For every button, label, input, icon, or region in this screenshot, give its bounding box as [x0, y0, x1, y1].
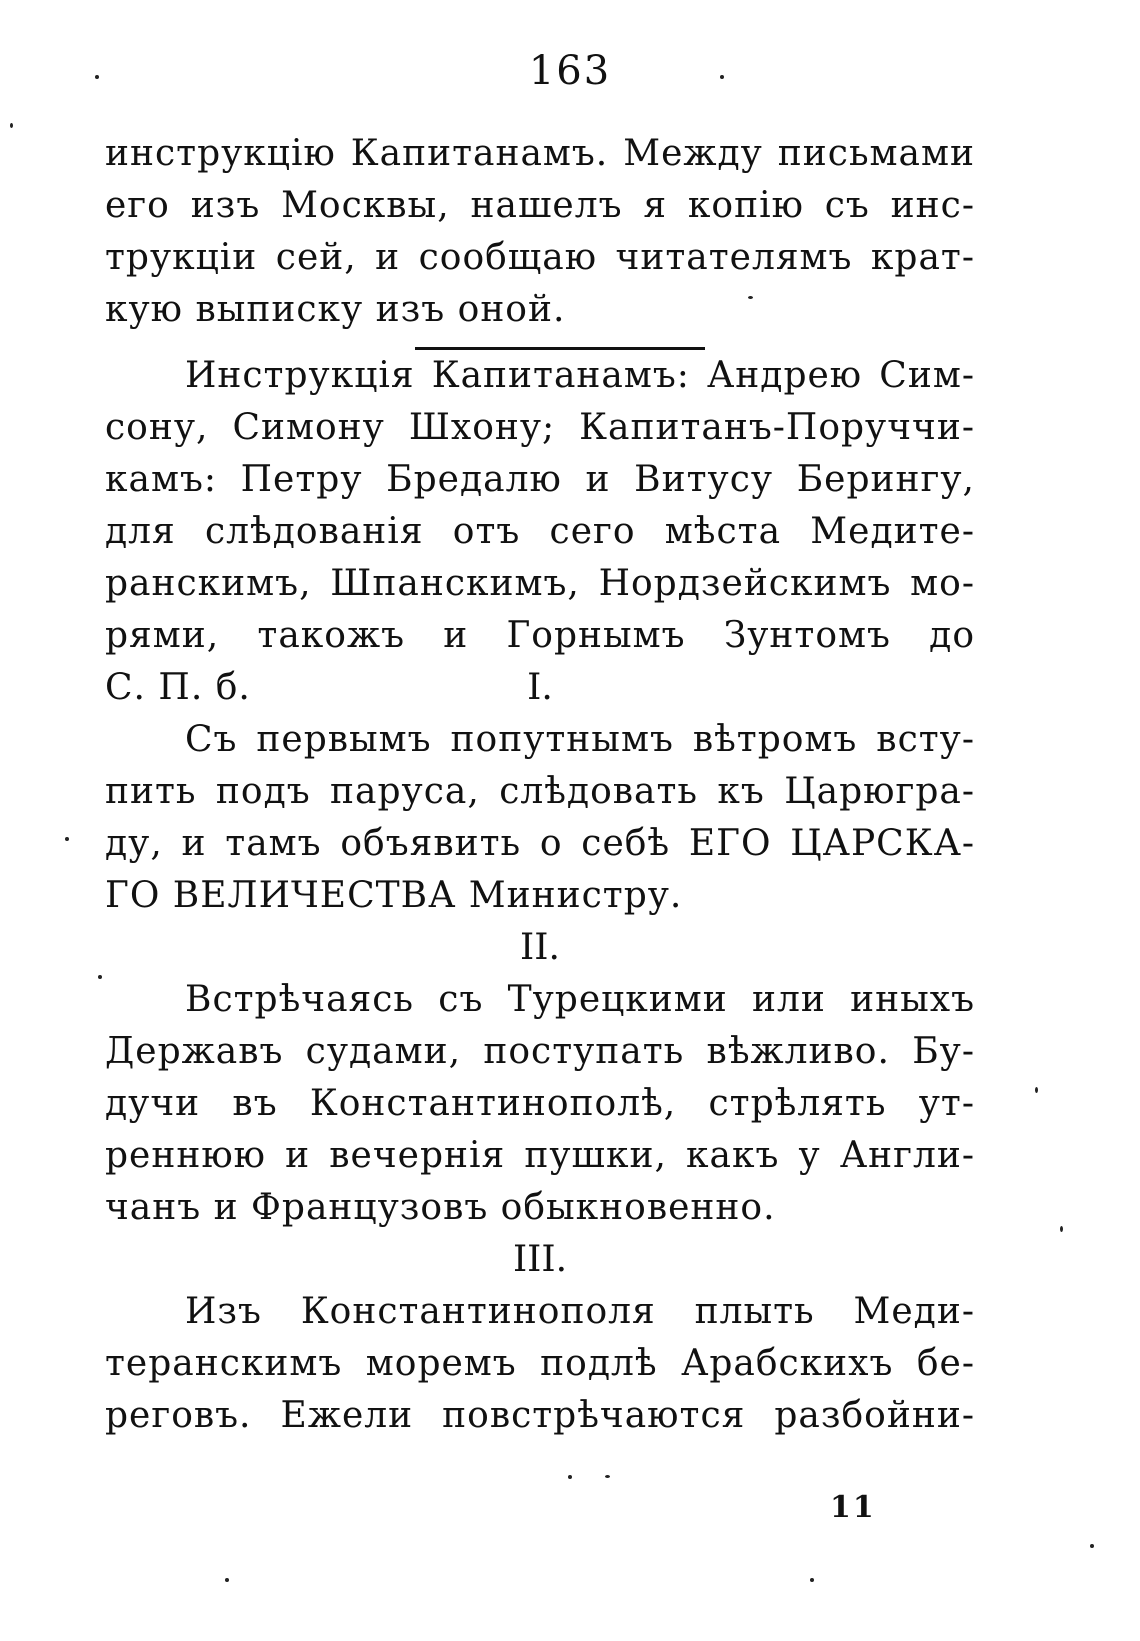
- section-line: теранскимъ моремъ подлѣ Арабскихъ бе-: [105, 1343, 975, 1384]
- section-line: ду, и тамъ объявить о себѣ ЕГО ЦАРСКА-: [105, 823, 975, 864]
- intro-line: кую выписку изъ оной.: [105, 289, 566, 330]
- title-line: ранскимъ, Шпанскимъ, Нордзейскимъ мо-: [105, 563, 975, 604]
- scan-speck: [810, 1578, 814, 1582]
- section-heading: III.: [512, 1239, 568, 1280]
- section-line: Державъ судами, поступать вѣжливо. Бу-: [105, 1031, 975, 1072]
- title-line: рями, такожъ и Горнымъ Зунтомъ до: [105, 615, 975, 656]
- scan-speck: [10, 123, 13, 128]
- section-line: Встрѣчаясь съ Турецкими или иныхъ: [185, 979, 975, 1020]
- scan-speck: [720, 75, 724, 79]
- intro-line: его изъ Москвы, нашелъ я копію съ инс-: [105, 185, 975, 226]
- section-line: Изъ Константинополя плыть Меди-: [185, 1291, 975, 1332]
- section-heading: I.: [527, 667, 553, 708]
- section-line: ГО ВЕЛИЧЕСТВА Министру.: [105, 875, 683, 916]
- scan-speck: [98, 975, 102, 979]
- section-line: Съ первымъ попутнымъ вѣтромъ всту-: [185, 719, 975, 760]
- title-line: С. П. б.: [105, 667, 251, 708]
- section-heading: II.: [520, 927, 560, 968]
- scan-speck: [95, 75, 99, 79]
- scan-speck: [568, 1475, 572, 1479]
- title-line: Инструкція Капитанамъ: Андрею Сим-: [185, 355, 975, 396]
- section-line: чанъ и Французовъ обыкновенно.: [105, 1187, 776, 1228]
- intro-line: инструкцію Капитанамъ. Между письмами: [105, 133, 975, 174]
- scan-speck: [605, 1475, 610, 1478]
- scan-speck: [748, 296, 753, 299]
- section-line: реговъ. Ежели повстрѣчаются разбойни-: [105, 1395, 975, 1436]
- section-1: [105, 662, 975, 922]
- title-line: камъ: Петру Бредалю и Витусу Берингу,: [105, 459, 975, 500]
- section-2: [105, 922, 975, 1234]
- intro-paragraph: [105, 128, 975, 336]
- title-line: для слѣдованія отъ сего мѣста Медите-: [105, 511, 975, 552]
- scan-speck: [1060, 1226, 1063, 1232]
- section-3: [105, 1234, 975, 1442]
- signature-mark: 11: [830, 1490, 876, 1525]
- scan-speck: [1035, 1087, 1038, 1093]
- title-line: сону, Симону Шхону; Капитанъ-Поруччи-: [105, 407, 975, 448]
- scan-speck: [225, 1578, 229, 1582]
- section-line: пить подъ паруса, слѣдовать къ Царюгра-: [105, 771, 975, 812]
- intro-line: трукціи сей, и сообщаю читателямъ крат-: [105, 237, 975, 278]
- scan-speck: [65, 837, 69, 841]
- section-line: реннюю и вечернія пушки, какъ у Англи-: [105, 1135, 975, 1176]
- page-number: 163: [528, 48, 612, 94]
- scan-speck: [1090, 1544, 1094, 1548]
- instruction-title: [105, 350, 975, 714]
- section-line: дучи въ Константинополѣ, стрѣлять ут-: [105, 1083, 975, 1124]
